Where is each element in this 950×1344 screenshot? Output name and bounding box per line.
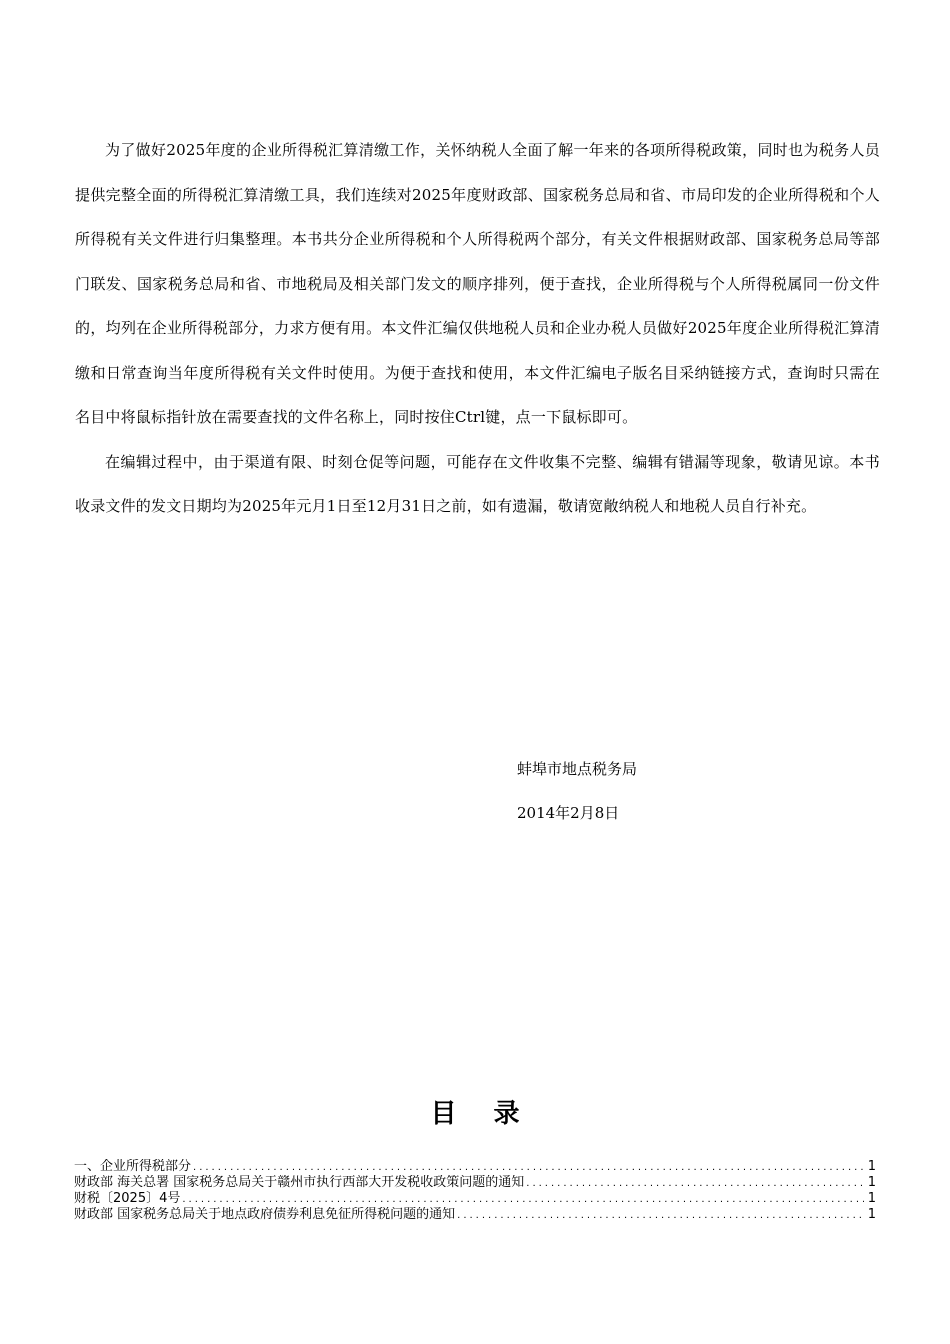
toc-entry-page: 1 xyxy=(867,1207,876,1222)
signature-organization: 蚌埠市地点税务局 xyxy=(517,760,638,778)
toc-entry-text[interactable]: 财政部 国家税务总局关于地点政府债券利息免征所得税问题的通知 xyxy=(74,1207,456,1222)
signature-date: 2014年2月8日 xyxy=(517,804,620,822)
toc-entry-local-government-bond-interest-notice[interactable] xyxy=(74,1207,876,1223)
toc-leader-dots xyxy=(182,1192,864,1207)
toc-entry-text[interactable]: 财税〔2025〕4号 xyxy=(74,1191,181,1206)
toc-entry-page: 1 xyxy=(867,1175,876,1190)
toc-entry-text[interactable]: 一、企业所得税部分 xyxy=(74,1159,192,1174)
preface-paragraph-1: 为了做好2025年度的企业所得税汇算清缴工作，关怀纳税人全面了解一年来的各项所得税政策，同时也为税务人员提供完整全面的所得税汇算清缴工具，我们连续对2025年度财政部、国家税务总局和省、市局印发的企业所得税和个人所得税有关文件进行归集整理。本书共分企业所得税和个人所得税两个部分，有关文件根据财政部、国家税务总局等部门联发、国家税务总局和省、市地税局及相关部门发文的顺序排列，便于查找，企业所得税与个人所得税属同一份文件的，均列在企业所得税部分，力求方便有用。本文件汇编仅供地税人员和企业办税人员做好2025年度企业所得税汇算清缴和日常查询当年度所得税有关文件时使用。为便于查找和使用，本文件汇编电子版名目采纳链接方式，查询时只需在名目中将鼠标指针放在需要查找的文件名称上，同时按住Ctrl键，点一下鼠标即可。 xyxy=(75,141,880,426)
preface-paragraph-2: 在编辑过程中，由于渠道有限、时刻仓促等问题，可能存在文件收集不完整、编辑有错漏等现象，敬请见谅。本书收录文件的发文日期均为2025年元月1日至12月31日之前，如有遗漏，敬请宽敞纳税人和地税人员自行补充。 xyxy=(75,452,880,515)
toc-entry-page: 1 xyxy=(867,1159,876,1174)
toc-entry-caishui-document-number[interactable] xyxy=(74,1191,876,1207)
signature-block xyxy=(517,758,637,824)
toc-leader-dots xyxy=(526,1176,864,1191)
toc-entry-text[interactable]: 财政部 海关总署 国家税务总局关于赣州市执行西部大开发税收政策问题的通知 xyxy=(74,1175,525,1190)
table-of-contents xyxy=(74,1159,876,1223)
toc-title: 目 录 xyxy=(430,1099,534,1129)
toc-entry-ganzhou-western-development-notice[interactable] xyxy=(74,1175,876,1191)
toc-entry-corporate-income-tax-section[interactable] xyxy=(74,1159,876,1175)
toc-leader-dots xyxy=(193,1160,864,1175)
preface-section xyxy=(75,128,880,529)
toc-entry-page: 1 xyxy=(867,1191,876,1206)
toc-leader-dots xyxy=(457,1208,864,1223)
